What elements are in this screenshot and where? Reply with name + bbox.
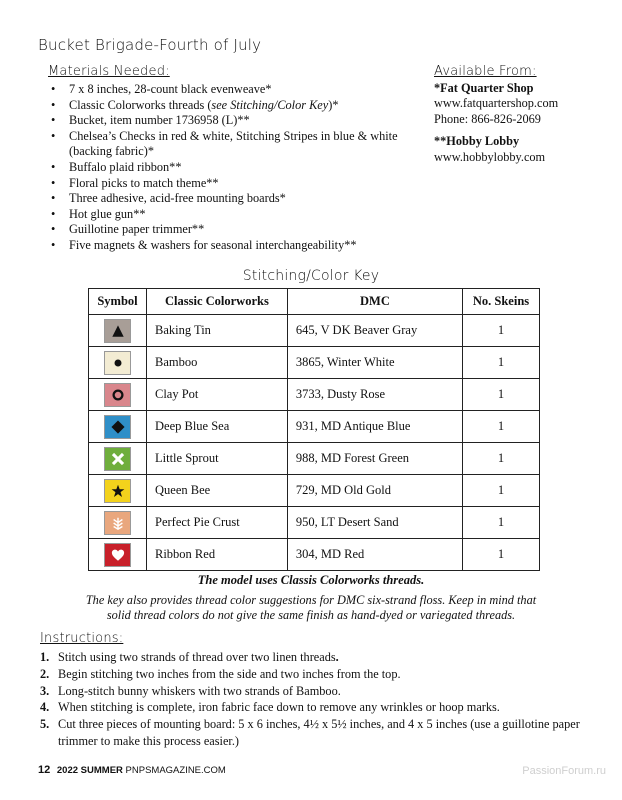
colorworks-cell: Bamboo — [147, 347, 288, 379]
material-item-text: )* — [328, 97, 339, 112]
step-text: Cut three pieces of mounting board: 5 x 6 inches, 4½ x 5½ inches, and 4 x 5 inches (use a guillotine paper trimmer to make this process easier.) — [58, 717, 580, 748]
color-swatch — [104, 351, 131, 375]
step-text: Begin stitching two inches from the side and two inches from the top. — [58, 666, 401, 681]
material-item: • Floral picks to match theme** — [48, 176, 418, 192]
material-item: • Guillotine paper trimmer** — [48, 222, 418, 238]
step-text-bold: . — [335, 650, 339, 664]
column-header: DMC — [287, 289, 462, 315]
dmc-cell: 988, MD Forest Green — [287, 443, 462, 475]
site-link[interactable]: PNPSMAGAZINE.COM — [125, 765, 226, 776]
color-key-title: Stitching/Color Key — [242, 268, 380, 284]
color-swatch — [104, 543, 131, 567]
material-item-text: Classic Colorworks threads ( — [69, 97, 212, 112]
available-from-section — [434, 64, 614, 166]
table-row — [89, 507, 540, 539]
material-item: • Hot glue gun** — [48, 207, 418, 223]
table-header-row — [89, 289, 540, 315]
shop-url[interactable]: www.fatquartershop.com — [434, 96, 559, 111]
color-swatch — [104, 319, 131, 343]
step-number: 5. — [40, 717, 50, 732]
skeins-cell: 1 — [463, 315, 540, 347]
materials-section — [48, 64, 418, 254]
heart-icon — [111, 548, 125, 562]
colorworks-cell: Queen Bee — [147, 475, 288, 507]
instruction-step — [40, 699, 612, 716]
thread-note: The key also provides thread color suggestions for DMC six-strand floss. Keep in mind that solid thread colors do not give the same finish as hand-dyed or variegated threads. — [85, 593, 537, 622]
watermark: PassionForum.ru — [522, 765, 606, 777]
skeins-cell: 1 — [463, 411, 540, 443]
colorworks-cell: Baking Tin — [147, 315, 288, 347]
instructions-list — [40, 649, 612, 750]
step-number: 3. — [40, 683, 50, 698]
shop-name: *Fat Quarter Shop — [434, 80, 534, 95]
symbol-cell — [89, 475, 147, 507]
diamond-icon — [111, 420, 125, 434]
chevron-icon — [111, 516, 125, 530]
skeins-cell: 1 — [463, 347, 540, 379]
material-item: • Bucket, item number 1736958 (L)** — [48, 113, 418, 129]
dmc-cell: 950, LT Desert Sand — [287, 507, 462, 539]
symbol-cell — [89, 539, 147, 571]
skeins-cell: 1 — [463, 379, 540, 411]
materials-heading: Materials Needed: — [48, 64, 170, 79]
symbol-cell — [89, 507, 147, 539]
step-text: When stitching is complete, iron fabric face down to remove any wrinkles or hoop marks. — [58, 700, 500, 715]
table-row — [89, 443, 540, 475]
material-item: • Chelsea’s Checks in red & white, Stitching Stripes in blue & white (backing fabric)* — [48, 129, 418, 160]
symbol-cell — [89, 411, 147, 443]
colorworks-cell: Little Sprout — [147, 443, 288, 475]
shop-phone: Phone: 866-826-2069 — [434, 111, 541, 126]
step-text: Stitch using two strands of thread over two linen threads — [58, 650, 336, 664]
skeins-cell: 1 — [463, 507, 540, 539]
table-row — [89, 475, 540, 507]
issue-label: 2022 SUMMER — [56, 765, 123, 776]
colorworks-cell: Perfect Pie Crust — [147, 507, 288, 539]
color-swatch — [104, 383, 131, 407]
color-key-table — [88, 288, 540, 571]
page-title: Bucket Brigade-Fourth of July — [38, 36, 262, 54]
skeins-cell: 1 — [463, 539, 540, 571]
material-item: • Five magnets & washers for seasonal interchangeability** — [48, 238, 418, 254]
instructions-section — [40, 631, 612, 750]
cross-icon — [111, 452, 125, 466]
instruction-step — [40, 716, 612, 750]
material-item: • Buffalo plaid ribbon** — [48, 160, 418, 176]
column-header: Classic Colorworks — [147, 289, 288, 315]
color-swatch — [104, 479, 131, 503]
available-heading: Available From: — [434, 64, 537, 79]
colorworks-cell: Ribbon Red — [147, 539, 288, 571]
dmc-cell: 931, MD Antique Blue — [287, 411, 462, 443]
shop-url[interactable]: www.hobbylobby.com — [434, 149, 546, 164]
model-note: The model uses Classis Colorworks threads. — [197, 573, 425, 587]
color-swatch — [104, 511, 131, 535]
material-item: • 7 x 8 inches, 28-count black evenweave* — [48, 82, 418, 98]
instructions-heading: Instructions: — [40, 631, 124, 646]
dmc-cell: 729, MD Old Gold — [287, 475, 462, 507]
table-row — [89, 411, 540, 443]
material-item: • Three adhesive, acid-free mounting boards* — [48, 191, 418, 207]
skeins-cell: 1 — [463, 475, 540, 507]
star-icon — [111, 484, 125, 498]
step-text: Long-stitch bunny whiskers with two strands of Bamboo. — [58, 683, 341, 698]
color-swatch — [104, 447, 131, 471]
instruction-step — [40, 666, 612, 683]
shop-name: **Hobby Lobby — [434, 134, 520, 149]
dmc-cell: 3733, Dusty Rose — [287, 379, 462, 411]
page-number: 12 — [38, 764, 51, 776]
symbol-cell — [89, 347, 147, 379]
column-header: No. Skeins — [463, 289, 540, 315]
dmc-cell: 645, V DK Beaver Gray — [287, 315, 462, 347]
colorworks-cell: Clay Pot — [147, 379, 288, 411]
table-row — [89, 379, 540, 411]
symbol-cell — [89, 315, 147, 347]
page-footer — [38, 764, 226, 776]
dmc-cell: 304, MD Red — [287, 539, 462, 571]
dot-icon — [111, 356, 125, 370]
instruction-step — [40, 683, 612, 700]
materials-list — [48, 82, 418, 254]
skeins-cell: 1 — [463, 443, 540, 475]
colorworks-cell: Deep Blue Sea — [147, 411, 288, 443]
dmc-cell: 3865, Winter White — [287, 347, 462, 379]
material-item-emphasis: see Stitching/Color Key — [211, 97, 329, 112]
step-number: 4. — [40, 700, 50, 715]
step-number: 2. — [40, 666, 50, 681]
instruction-step — [40, 649, 612, 666]
material-item — [48, 98, 418, 114]
ring-icon — [111, 388, 125, 402]
table-row — [89, 315, 540, 347]
symbol-cell — [89, 443, 147, 475]
symbol-cell — [89, 379, 147, 411]
triangle-icon — [111, 324, 125, 338]
step-number: 1. — [40, 650, 50, 664]
table-row — [89, 539, 540, 571]
table-row — [89, 347, 540, 379]
column-header: Symbol — [89, 289, 147, 315]
color-swatch — [104, 415, 131, 439]
